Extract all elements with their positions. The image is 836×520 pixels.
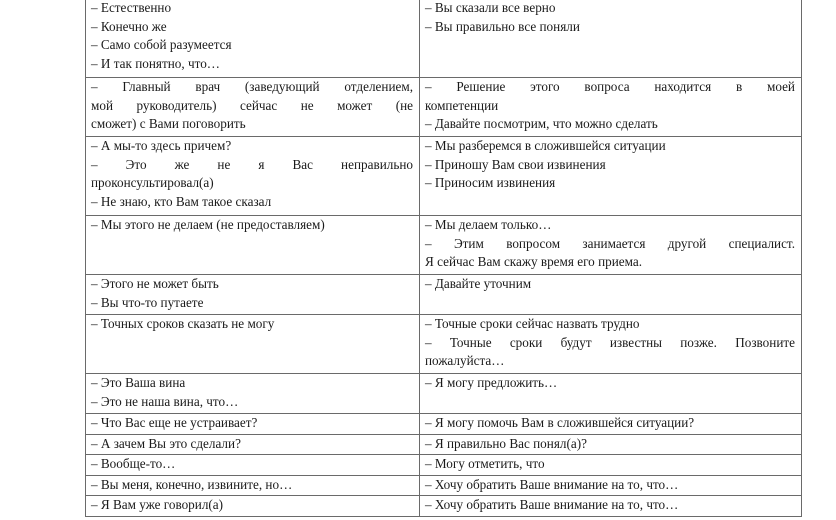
correct-phrase-cell [420,475,802,496]
correct-phrase-cell [420,455,802,476]
phrase-line: – Я правильно Вас понял(а)? [425,435,587,451]
phrase-line: – Это Ваша вина [91,375,186,390]
phrase-line: – Это не наша вина, что… [91,393,239,409]
phrase-line: – Конечно же [91,18,167,34]
phrase-line: – Приношу Вам свои извинения [425,156,606,172]
incorrect-phrase-cell [86,434,420,455]
incorrect-phrase-cell [86,78,420,137]
incorrect-phrase-cell [86,275,420,315]
phrase-line: – Это же не я Вас неправильно [91,156,413,172]
phrase-line: – Давайте посмотрим, что можно сделать [425,116,658,132]
phrase-line: – Вообще-то… [91,456,176,472]
phrase-line: – Мы разберемся в сложившейся ситуации [425,138,666,153]
phrase-line: – Вы меня, конечно, извините, но… [91,476,293,492]
phrase-line: – Вы правильно все поняли [425,18,580,34]
phrase-line: – Само собой разумеется [91,37,232,53]
phrase-line: Я сейчас Вам скажу время его приема. [425,254,643,270]
incorrect-phrase-cell [86,475,420,496]
correct-phrase-cell [420,137,802,216]
incorrect-phrase-cell [86,0,420,78]
table-row [86,315,802,374]
phrase-line: – Приносим извинения [425,175,556,191]
phrase-line: – Решение этого вопроса находится в моей [425,79,795,94]
correct-phrase-cell [420,414,802,435]
phrase-line: – Хочу обратить Ваше внимание на то, что… [425,476,679,492]
incorrect-phrase-cell [86,216,420,275]
phrase-line: – Давайте уточним [425,276,532,291]
incorrect-phrase-cell [86,455,420,476]
table-row [86,0,802,78]
table-row [86,475,802,496]
table-row [86,496,802,517]
table-row [86,216,802,275]
correct-phrase-cell [420,0,802,78]
phrase-line: – Точные сроки сейчас назвать трудно [425,316,640,331]
phrase-line: – Что Вас еще не устраивает? [91,415,258,430]
phrase-line: – Хочу обратить Ваше внимание на то, что… [425,497,679,513]
incorrect-phrase-cell [86,315,420,374]
phrase-line: – Точные сроки будут известны позже. Позвоните [425,334,795,350]
table-row [86,275,802,315]
phrase-line: – Этого не может быть [91,276,219,291]
correct-phrase-cell [420,78,802,137]
table-row [86,374,802,414]
phrase-line: проконсультировал(а) [91,175,214,191]
phrase-line: – Вы что-то путаете [91,294,204,310]
correct-phrase-cell [420,374,802,414]
phrase-line: – Я Вам уже говорил(а) [91,497,224,513]
correct-phrase-cell [420,434,802,455]
table-row [86,414,802,435]
phrase-line: мой руководитель) сейчас не может (не [91,97,413,113]
phrase-line: компетенции [425,97,499,113]
phrase-line: – А зачем Вы это сделали? [91,435,241,451]
phrase-line: – Могу отметить, что [425,456,545,472]
phrases-table [85,0,802,517]
phrase-line: – Вы сказали все верно [425,0,556,15]
phrase-line: – Я могу помочь Вам в сложившейся ситуации? [425,415,695,430]
incorrect-phrase-cell [86,374,420,414]
phrase-line: – Точных сроков сказать не могу [91,316,275,331]
correct-phrase-cell [420,315,802,374]
incorrect-phrase-cell [86,137,420,216]
table-row [86,434,802,455]
phrase-line: – Мы делаем только… [425,217,552,232]
phrase-line: – Главный врач (заведующий отделением, [91,79,413,94]
phrase-line: – А мы-то здесь причем? [91,138,232,153]
phrase-line: – И так понятно, что… [91,55,220,71]
correct-phrase-cell [420,216,802,275]
phrase-line: – Этим вопросом занимается другой специалист. [425,235,795,251]
incorrect-phrase-cell [86,414,420,435]
table-row [86,455,802,476]
correct-phrase-cell [420,496,802,517]
phrase-line: сможет) с Вами поговорить [91,116,246,132]
table-row [86,137,802,216]
table-row [86,78,802,137]
incorrect-phrase-cell [86,496,420,517]
phrase-line: – Я могу предложить… [425,375,558,390]
phrase-line: – Мы этого не делаем (не предоставляем) [91,217,325,232]
phrase-line: пожалуйста… [425,353,505,369]
phrase-line: – Естественно [91,0,172,15]
correct-phrase-cell [420,275,802,315]
phrase-line: – Не знаю, кто Вам такое сказал [91,193,272,209]
